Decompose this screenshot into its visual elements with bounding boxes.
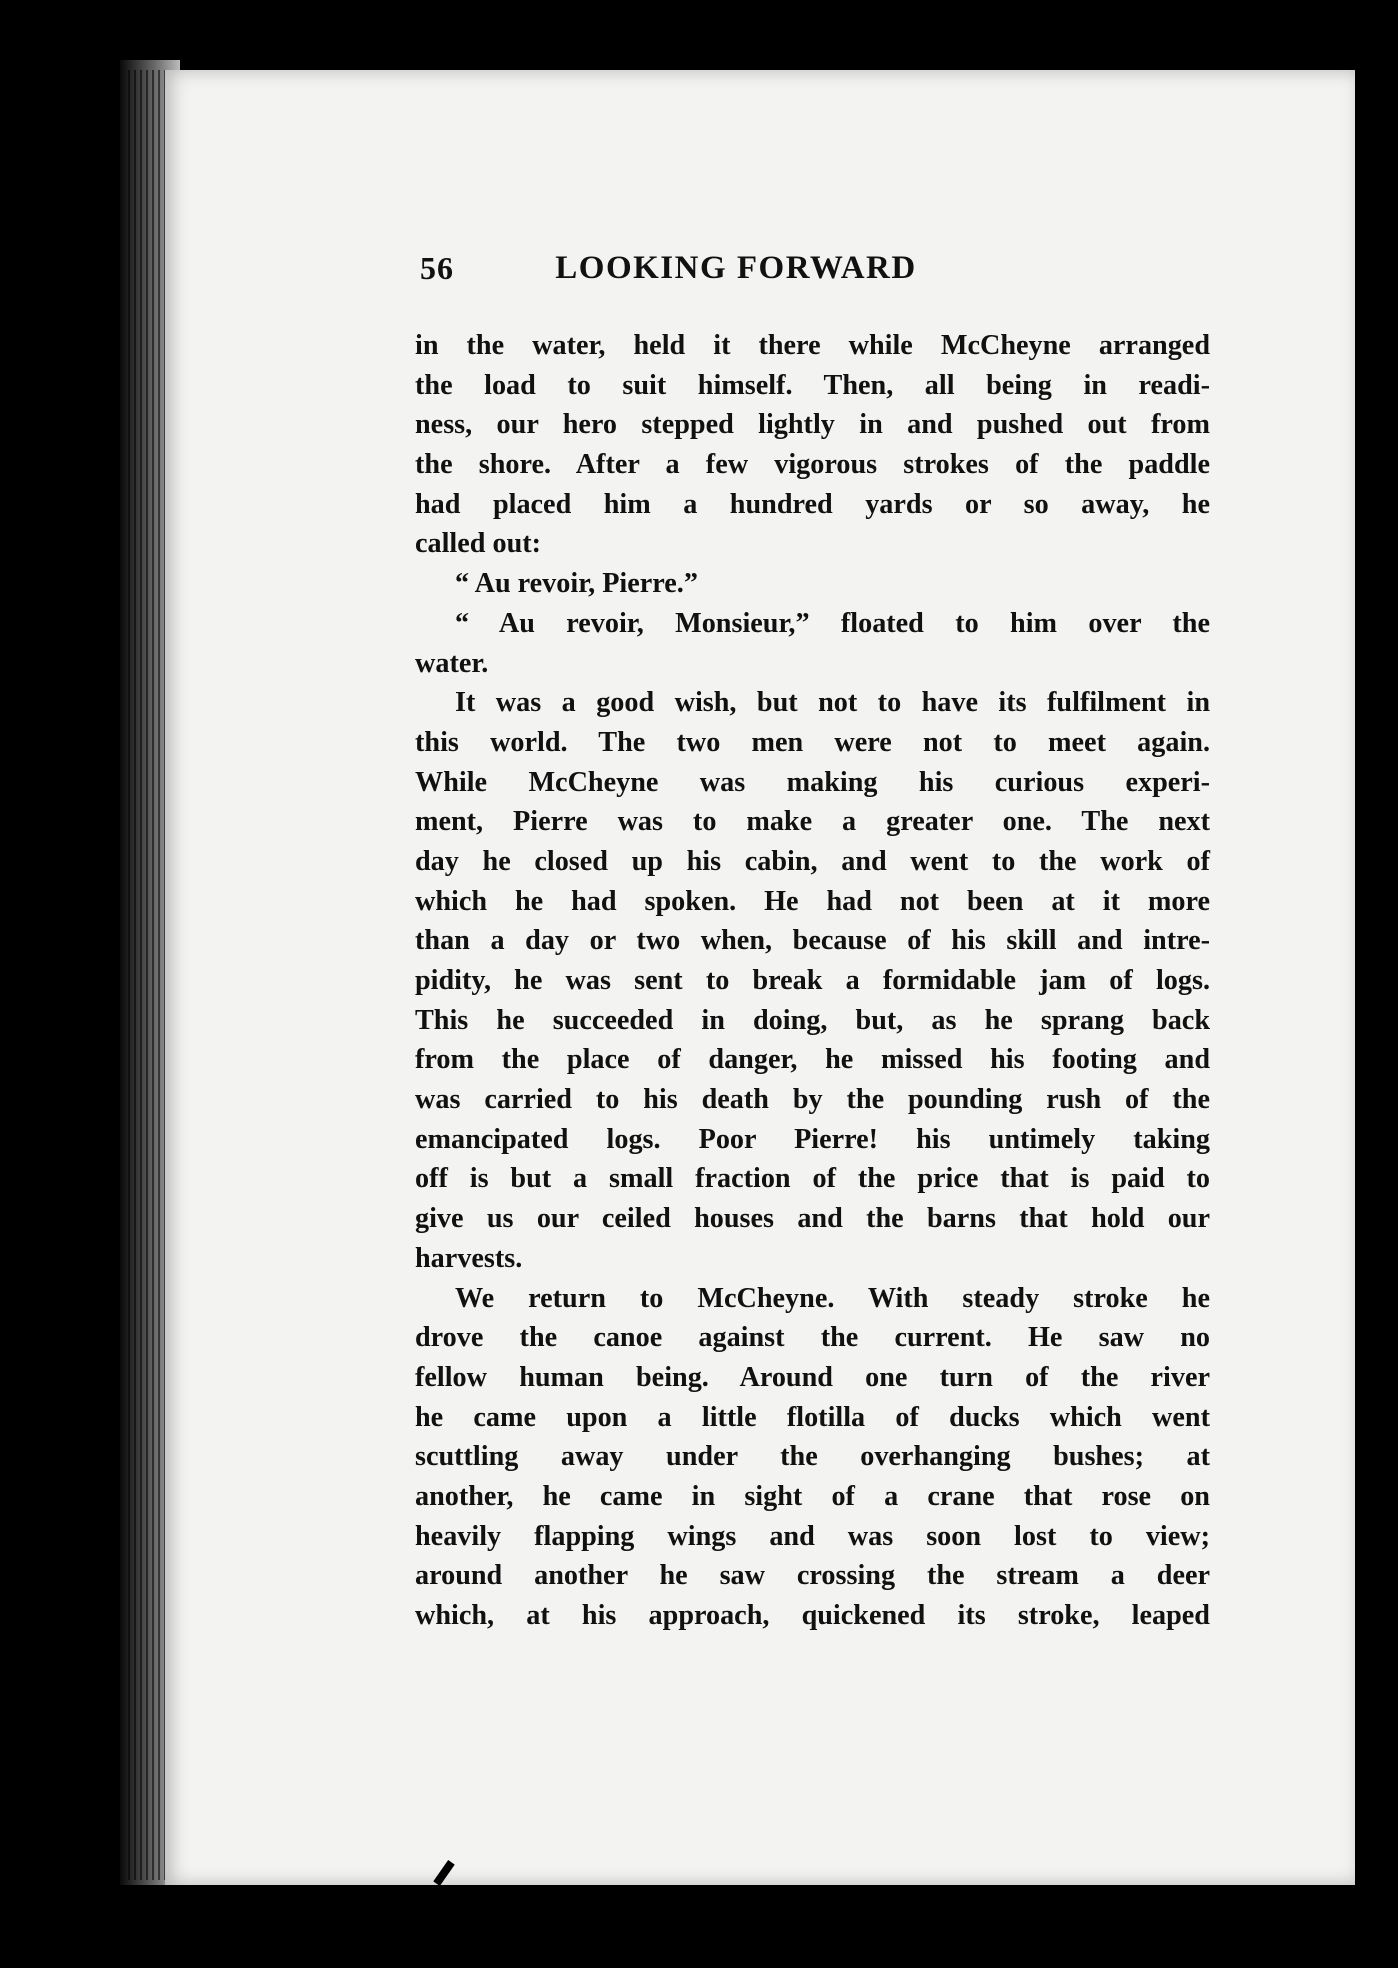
text-line: We return to McCheyne. With steady stroke he [455,1282,1210,1314]
text-line: water. [415,647,489,679]
text-line: ment, Pierre was to make a greater one. The next [415,806,1210,838]
text-line: This he succeeded in doing, but, as he sprang back [415,1004,1210,1036]
text-line: “ Au revoir, Pierre.” [455,568,698,600]
text-line: pidity, he was sent to break a formidable jam of logs. [415,965,1210,996]
text-line: day he closed up his cabin, and went to the work of [415,845,1210,877]
text-line: called out: [415,528,542,560]
scan-border-right [1355,100,1398,1890]
running-title: LOOKING FORWARD [555,250,917,286]
text-line: harvests. [415,1242,523,1274]
body-text [415,326,1210,1636]
text-line: It was a good wish, but not to have its fulfilment in [455,687,1210,719]
text-line: heavily flapping wings and was soon lost to view; [415,1520,1210,1552]
text-line: scuttling away under the overhanging bushes; at [415,1441,1210,1473]
text-line: ness, our hero stepped lightly in and pushed out from [415,409,1210,441]
text-line: was carried to his death by the pounding rush of the [415,1084,1210,1116]
text-line: which he had spoken. He had not been at it more [415,885,1210,917]
page-edges [128,70,168,1880]
text-line: give us our ceiled houses and the barns that hold our [415,1203,1210,1235]
text-line: “ Au revoir, Monsieur,” floated to him over the [455,607,1210,639]
page-number: 56 [420,250,454,286]
text-line: another, he came in sight of a crane that rose on [415,1480,1210,1512]
text-line: from the place of danger, he missed his footing and [415,1044,1210,1076]
running-head [420,250,1012,300]
text-line: he came upon a little flotilla of ducks which went [415,1401,1210,1433]
text-line: drove the canoe against the current. He saw no [415,1322,1210,1354]
text-line: off is but a small fraction of the price that is paid to [415,1163,1210,1195]
text-line: the load to suit himself. Then, all being in readi- [415,369,1210,401]
text-line: fellow human being. Around one turn of the river [415,1361,1210,1393]
text-line: this world. The two men were not to meet again. [415,726,1210,758]
scan-border-bottom [0,1885,1398,1968]
text-line: emancipated logs. Poor Pierre! his untimely taking [415,1123,1210,1155]
text-line: around another he saw crossing the stream a deer [415,1560,1210,1592]
text-line: the shore. After a few vigorous strokes of the paddle [415,449,1210,481]
text-line: which, at his approach, quickened its stroke, leaped [415,1600,1210,1631]
text-line: While McCheyne was making his curious experi- [415,766,1210,798]
text-line: had placed him a hundred yards or so away, he [415,488,1210,520]
text-line: than a day or two when, because of his skill and intre- [415,925,1210,957]
scan-border-top [0,0,1398,70]
text-line: in the water, held it there while McCheyne arranged [415,330,1210,361]
